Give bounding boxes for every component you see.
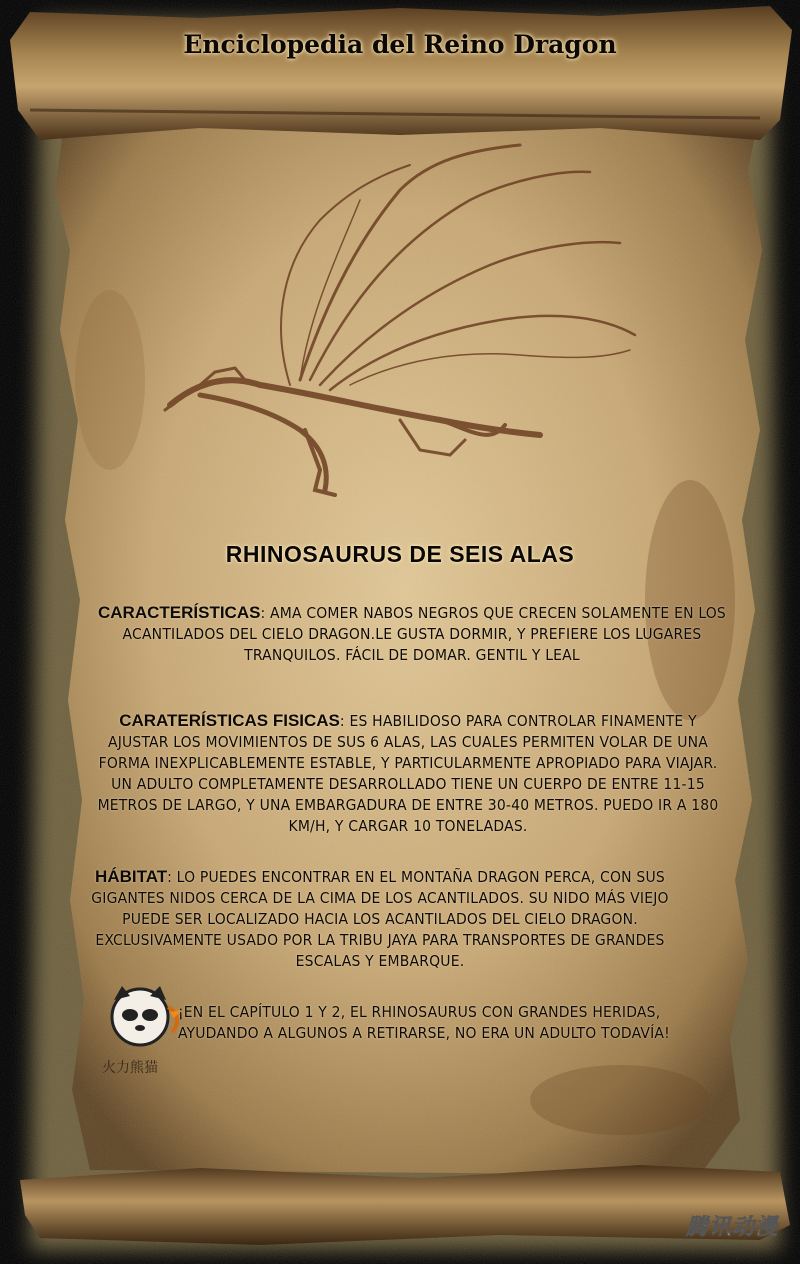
dragon-name-heading: RHINOSAURUS DE SEIS ALAS (225, 541, 575, 567)
habitat-section: HÁBITAT: LO PUEDES ENCONTRAR EN EL MONTAÑA DRAGON PERCA, CON SUS GIGANTES NIDOS CERCA DE LA CIMA DE LOS ACANTILADOS. SU NIDO MÁS VIEJO PUEDE SER LOCALIZADO HACIA LOS ACANTILADOS DEL CIELO DRAGON. EXCLUSIVAMENTE USADO POR LA TRIBU JAYA PARA TRANSPORTES DE GRANDES ESCALAS Y EMBARQUE. (91, 867, 669, 970)
fisicas-section: CARATERÍSTICAS FISICAS: ES HABILIDOSO PARA CONTROLAR FINAMENTE Y AJUSTAR LOS MOVIMIENTOS DE SUS 6 ALAS, LAS CUALES PERMITEN VOLAR DE UNA FORMA INEXPLICABLEMENTE ESTABLE, Y PARTICULARMENTE APROPIADO PARA VIAJAR. UN ADULTO COMPLETAMENTE DESARROLLADO TIENE UN CUERPO DE ENTRE 11-15 METROS DE LARGO, Y UNA EMBARGADURA DE ENTRE 30-40 METROS. PUEDO IR A 180 KM/H, Y CARGAR 10 TONELADAS. (97, 711, 719, 835)
logo-text: 火力熊猫 (102, 1060, 158, 1076)
habitat-text: LO PUEDES ENCONTRAR EN EL MONTAÑA DRAGON PERCA, CON SUS GIGANTES NIDOS CERCA DE LA CIMA DE LOS ACANTILADOS. SU NIDO MÁS VIEJO PUEDE SER LOCALIZADO HACIA LOS ACANTILADOS DEL CIELO DRAGON. EXCLUSIVAMENTE USADO POR LA TRIBU JAYA PARA TRANSPORTES DE GRANDES ESCALAS Y EMBARQUE. (91, 868, 669, 970)
caracteristicas-section: CARACTERÍSTICAS: AMA COMER NABOS NEGROS QUE CRECEN SOLAMENTE EN LOS ACANTILADOS DEL CIELO DRAGON.LE GUSTA DORMIR, Y PREFIERE LOS LUGARES TRANQUILOS. FÁCIL DE DOMAR. GENTIL Y LEAL (98, 603, 726, 664)
nota-section: ¡EN EL CAPÍTULO 1 Y 2, EL RHINOSAURUS CON GRANDES HERIDAS, AYUDANDO A ALGUNOS A RETIRARSE, NO ERA UN ADULTO TODAVÍA! (178, 1003, 670, 1042)
page-title: Enciclopedia del Reino Dragon (183, 30, 617, 59)
fisicas-text: ES HABILIDOSO PARA CONTROLAR FINAMENTE Y AJUSTAR LOS MOVIMIENTOS DE SUS 6 ALAS, LAS CUALES PERMITEN VOLAR DE UNA FORMA INEXPLICABLEMENTE ESTABLE, Y PARTICULARMENTE APROPIADO PARA VIAJAR. UN ADULTO COMPLETAMENTE DESARROLLADO TIENE UN CUERPO DE ENTRE 11-15 METROS DE LARGO, Y UNA EMBARGADURA DE ENTRE 30-40 METROS. PUEDO IR A 180 KM/H, Y CARGAR 10 TONELADAS. (97, 712, 719, 835)
caracteristicas-label: CARACTERÍSTICAS (98, 603, 261, 622)
habitat-label: HÁBITAT (95, 867, 168, 886)
fisicas-label: CARATERÍSTICAS FISICAS (119, 711, 340, 730)
watermark: 腾讯动漫 (685, 1215, 778, 1240)
caracteristicas-text: AMA COMER NABOS NEGROS QUE CRECEN SOLAMENTE EN LOS ACANTILADOS DEL CIELO DRAGON.LE GUSTA DORMIR, Y PREFIERE LOS LUGARES TRANQUILOS. FÁCIL DE DOMAR. GENTIL Y LEAL (122, 604, 726, 664)
